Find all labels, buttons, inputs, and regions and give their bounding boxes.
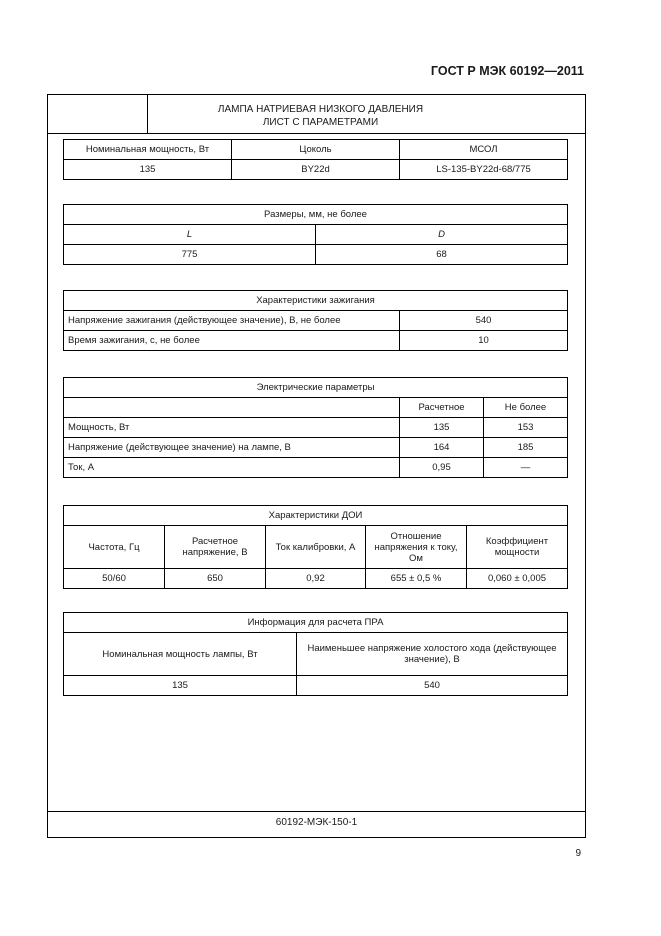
row-label: Напряжение (действующее значение) на лампе, В — [64, 438, 400, 458]
sheet-title-line2: ЛИСТ С ПАРАМЕТРАМИ — [262, 117, 379, 128]
reference-ballast-table — [63, 505, 568, 589]
value-cell: — — [484, 458, 568, 478]
header-blank-cell — [48, 95, 148, 133]
ballast-info-table — [63, 612, 568, 696]
value-cell: 135 — [400, 418, 484, 438]
header-cell: Не более — [484, 398, 568, 418]
page-number: 9 — [575, 848, 581, 859]
value-cell: 50/60 — [64, 569, 165, 589]
table-title: Информация для расчета ПРА — [64, 613, 568, 633]
electrical-table — [63, 377, 568, 478]
row-label: Мощность, Вт — [64, 418, 400, 438]
row-label: Время зажигания, с, не более — [64, 331, 400, 351]
header-cell: МСОЛ — [400, 140, 568, 160]
header-cell: Ток калибровки, А — [266, 526, 366, 569]
header-cell: Цоколь — [232, 140, 400, 160]
ignition-table — [63, 290, 568, 351]
value-cell: 164 — [400, 438, 484, 458]
value-cell: 655 ± 0,5 % — [366, 569, 467, 589]
value-cell: 10 — [400, 331, 568, 351]
header-cell: Номинальная мощность лампы, Вт — [64, 633, 297, 676]
header-cell: Частота, Гц — [64, 526, 165, 569]
empty-cell — [64, 398, 400, 418]
sheet-title — [148, 103, 493, 129]
header-cell: Отношение напряжения к току, Ом — [366, 526, 467, 569]
table-title: Характеристики зажигания — [64, 291, 568, 311]
dimensions-table — [63, 204, 568, 265]
header-cell: Расчетное — [400, 398, 484, 418]
header-cell: Расчетное напряжение, В — [165, 526, 266, 569]
value-cell: 540 — [297, 676, 568, 696]
value-cell: 775 — [64, 245, 316, 265]
sheet-code: 60192-МЭК-150-1 — [48, 811, 585, 838]
sheet-header — [48, 95, 585, 134]
table-title: Характеристики ДОИ — [64, 506, 568, 526]
value-cell: 135 — [64, 676, 297, 696]
sheet-title-line1: ЛАМПА НАТРИЕВАЯ НИЗКОГО ДАВЛЕНИЯ — [217, 104, 424, 115]
table-title: Размеры, мм, не более — [64, 205, 568, 225]
value-cell: 68 — [316, 245, 568, 265]
header-cell: Коэффициент мощности — [467, 526, 568, 569]
value-cell: 185 — [484, 438, 568, 458]
value-cell: 153 — [484, 418, 568, 438]
value-cell: 540 — [400, 311, 568, 331]
table-title: Электрические параметры — [64, 378, 568, 398]
value-cell: 0,060 ± 0,005 — [467, 569, 568, 589]
value-cell: 0,92 — [266, 569, 366, 589]
value-cell: 0,95 — [400, 458, 484, 478]
value-cell: 650 — [165, 569, 266, 589]
header-cell: L — [64, 225, 316, 245]
header-cell: Наименьшее напряжение холостого хода (действующее значение), В — [297, 633, 568, 676]
row-label: Напряжение зажигания (действующее значение), В, не более — [64, 311, 400, 331]
standard-number: ГОСТ Р МЭК 60192—2011 — [430, 64, 584, 78]
header-cell: Номинальная мощность, Вт — [64, 140, 232, 160]
lamp-id-table — [63, 139, 568, 180]
value-cell: 135 — [64, 160, 232, 180]
row-label: Ток, А — [64, 458, 400, 478]
value-cell: BY22d — [232, 160, 400, 180]
value-cell: LS-135-BY22d-68/775 — [400, 160, 568, 180]
header-cell: D — [316, 225, 568, 245]
